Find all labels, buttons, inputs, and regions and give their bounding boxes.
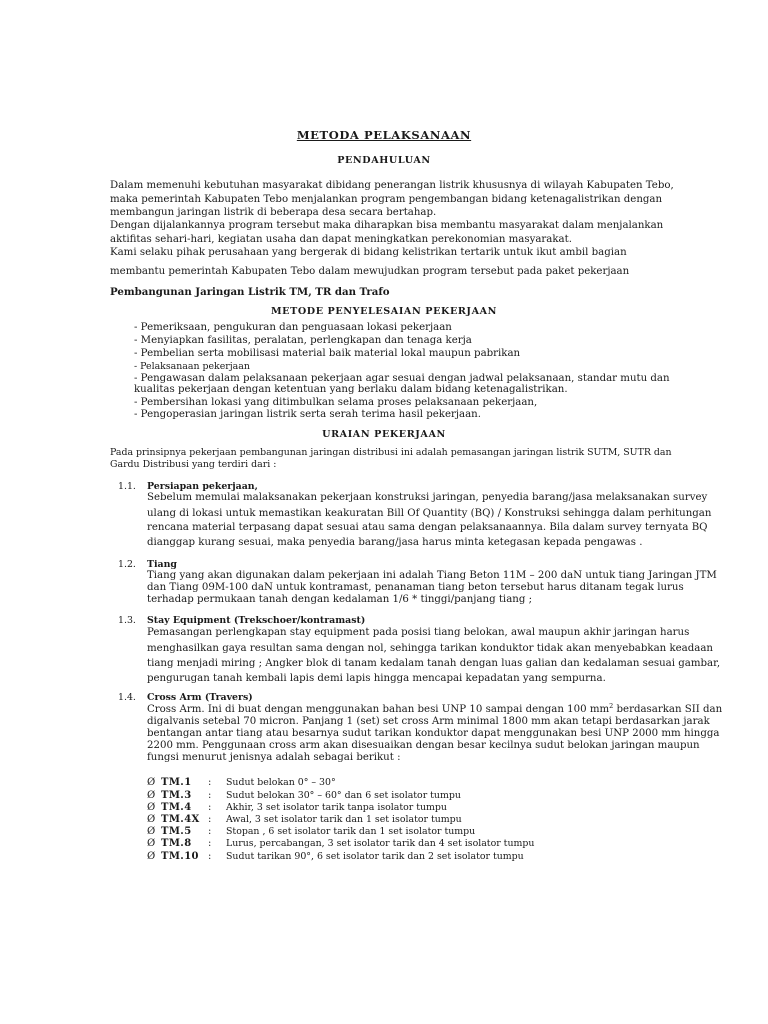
section-number: 1.1. [118,481,136,492]
method-item: - Pengawasan dalam pelaksanaan pekerjaan agar sesuai dengan jadwal pelaksanaan, standar mutu dan [134,373,670,384]
bullet-icon: Ø [147,802,156,813]
section-title: Stay Equipment (Trekschoer/kontramast) [147,615,366,626]
tm-description: Lurus, percabangan, 3 set isolator tarik dan 4 set isolator tumpu [226,838,535,849]
bullet-icon: Ø [147,790,156,801]
intro-line: Kami selaku pihak perusahaan yang bergerak di bidang kelistrikan tertarik untuk ikut ambil bagian [110,247,627,258]
intro-heading: PENDAHULUAN [337,155,431,166]
tm-description: Akhir, 3 set isolator tarik tanpa isolator tumpu [226,802,447,813]
intro-line: membantu pemerintah Kabupaten Tebo dalam mewujudkan program tersebut pada paket pekerjaan [110,266,630,277]
section-line: pengurugan tanah kembali lapis demi lapis hingga mencapai kepadatan yang sempurna. [147,673,606,684]
tm-separator: : [208,814,212,825]
tm-separator: : [208,790,212,801]
section-number: 1.2. [118,559,136,570]
intro-line: Dalam memenuhi kebutuhan masyarakat dibidang penerangan listrik khususnya di wilayah Kabupaten Tebo, [110,180,674,191]
method-heading: METODE PENYELESAIAN PEKERJAAN [270,306,498,317]
section-line: Sebelum memulai malaksanakan pekerjaan konstruksi jaringan, penyedia barang/jasa melaksanakan survey [147,492,708,503]
section-line: ulang di lokasi untuk memastikan keakuratan Bill Of Quantity (BQ) / Konstruksi sehingga dalam perhitungan [147,508,712,519]
tm-description: Sudut belokan 30° – 60° dan 6 set isolator tumpu [226,790,461,801]
tm-description: Awal, 3 set isolator tarik dan 1 set isolator tumpu [226,814,462,825]
work-intro-line: Gardu Distribusi yang terdiri dari : [110,459,277,470]
section-line: rencana material terpasang dapat sesuai atau sama dengan pelaksanaannya. Bila dalam survey ternyata BQ [147,522,708,533]
section-title: Tiang [147,559,177,570]
method-item: - Pembersihan lokasi yang ditimbulkan selama proses pelaksanaan pekerjaan, [134,397,538,408]
tm-code: TM.10 [161,851,199,862]
section-line: digalvanis setebal 70 micron. Panjang 1 (set) set cross Arm minimal 1800 mm akan tetapi berdasarkan jarak [147,716,710,727]
section-number: 1.4. [118,692,136,703]
section-number: 1.3. [118,615,136,626]
tm-code: TM.4 [161,802,192,813]
project-name: Pembangunan Jaringan Listrik TM, TR dan Trafo [110,286,390,298]
bullet-icon: Ø [147,826,156,837]
section-title: Persiapan pekerjaan, [147,481,258,492]
page-title: METODA PELAKSANAAN [296,128,472,142]
intro-line: Dengan dijalankannya program tersebut maka diharapkan bisa membantu masyarakat dalam menjalankan [110,220,664,231]
section-line: 2200 mm. Penggunaan cross arm akan disesuaikan dengan besar kecilnya sudut belokan jaringan maupun [147,740,700,751]
section-line: tiang menjadi miring ; Angker blok di tanam kedalam tanah dengan luas galian dan kedalaman sesuai gambar, [147,658,721,669]
tm-code: TM.5 [161,826,192,837]
bullet-icon: Ø [147,777,156,788]
method-item: - Pelaksanaan pekerjaan [134,361,250,372]
section-line: fungsi menurut jenisnya adalah sebagai berikut : [147,752,401,763]
method-item: - Pembelian serta mobilisasi material baik material lokal maupun pabrikan [134,348,521,359]
work-heading: URAIAN PEKERJAAN [322,429,446,440]
bullet-icon: Ø [147,814,156,825]
tm-code: TM.8 [161,838,192,849]
tm-code: TM.1 [161,777,192,788]
section-line: Cross Arm. Ini di buat dengan menggunakan bahan besi UNP 10 sampai dengan 100 $mm^2$ berdasarkan SII dan [147,702,723,715]
section-line: dianggap kurang sesuai, maka penyedia barang/jasa harus minta ketegasan kepada pengawas . [147,537,643,548]
intro-line: membangun jaringan listrik di beberapa desa secara bertahap. [110,207,437,218]
tm-code: TM.4X [161,814,200,825]
section-line: Pemasangan perlengkapan stay equipment pada posisi tiang belokan, awal maupun akhir jaringan harus [147,627,690,638]
tm-separator: : [208,777,212,788]
tm-description: Stopan , 6 set isolator tarik dan 1 set isolator tumpu [226,826,476,837]
tm-code: TM.3 [161,790,192,801]
tm-separator: : [208,838,212,849]
method-item: - Pengoperasian jaringan listrik serta serah terima hasil pekerjaan. [134,409,481,420]
tm-description: Sudut belokan 0° – 30° [226,777,336,788]
intro-line: aktifitas sehari-hari, kegiatan usaha dan dapat meningkatkan perekonomian masyarakat. [110,234,572,245]
section-line: menghasilkan gaya resultan sama dengan nol, sehingga tarikan konduktor tidak akan menyebabkan keadaan [147,643,713,654]
tm-separator: : [208,826,212,837]
section-line: dan Tiang 09M-100 daN untuk kontramast, penanaman tiang beton tersebut harus ditanam tegak lurus [147,582,684,593]
method-item: - Menyiapkan fasilitas, peralatan, perlengkapan dan tenaga kerja [134,335,472,346]
bullet-icon: Ø [147,851,156,862]
section-title: Cross Arm (Travers) [147,692,253,703]
section-line: terhadap permukaan tanah dengan kedalaman 1/6 * tinggi/panjang tiang ; [147,594,533,605]
tm-separator: : [208,851,212,862]
bullet-icon: Ø [147,838,156,849]
tm-description: Sudut tarikan 90°, 6 set isolator tarik dan 2 set isolator tumpu [226,851,524,862]
method-item: - Pemeriksaan, pengukuran dan penguasaan lokasi pekerjaan [134,322,452,333]
section-line: Tiang yang akan digunakan dalam pekerjaan ini adalah Tiang Beton 11M – 200 daN untuk tiang Jaringan JTM [147,570,717,581]
work-intro-line: Pada prinsipnya pekerjaan pembangunan jaringan distribusi ini adalah pemasangan jaringan listrik SUTM, SUTR dan [110,447,672,458]
section-line: bentangan antar tiang atau besarnya sudut tarikan konduktor dapat menggunakan besi UNP 2000 mm hingga [147,728,720,739]
method-item: kualitas pekerjaan dengan ketentuan yang berlaku dalam bidang ketenagalistrikan. [134,384,568,395]
tm-separator: : [208,802,212,813]
intro-line: maka pemerintah Kabupaten Tebo menjalankan program pengembangan bidang ketenagalistrikan dengan [110,194,663,205]
